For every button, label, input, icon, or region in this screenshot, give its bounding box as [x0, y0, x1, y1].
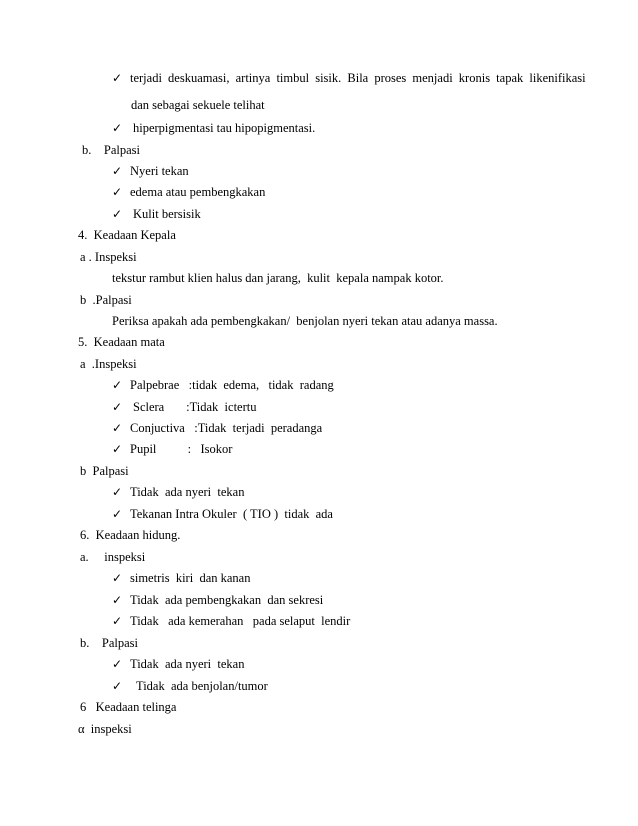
subsection-heading: a. inspeksi [80, 550, 146, 564]
section-heading: 6 Keadaan telinga [80, 700, 177, 714]
doc-line-8 [78, 227, 176, 243]
doc-line-4 [82, 142, 140, 158]
subsection-heading: α inspeksi [78, 722, 132, 736]
section-heading: 6. Keadaan hidung. [80, 528, 181, 542]
doc-line-9 [80, 249, 137, 265]
checkmark-icon: ✓ [112, 378, 123, 392]
doc-line-text: Conjuctiva :Tidak terjadi peradanga [130, 421, 323, 435]
doc-line-text: Tekanan Intra Okuler ( TIO ) tidak ada [130, 507, 333, 521]
checkmark-icon: ✓ [112, 485, 123, 499]
checkmark-icon: ✓ [112, 164, 123, 178]
checkmark-icon: ✓ [112, 71, 123, 85]
doc-line-text: Kulit bersisik [133, 207, 201, 221]
doc-line-27 [80, 635, 138, 651]
checkmark-icon: ✓ [112, 442, 123, 456]
doc-line-17 [112, 420, 322, 436]
checkmark-icon: ✓ [112, 679, 123, 693]
checkmark-icon: ✓ [112, 614, 123, 628]
doc-line-text: b. Palpasi [82, 143, 140, 157]
doc-line-text: Palpebrae :tidak edema, tidak radang [130, 378, 334, 392]
doc-line-text: Tidak ada benjolan/tumor [136, 679, 268, 693]
section-heading: 5. Keadaan mata [78, 335, 165, 349]
doc-line-2 [131, 97, 265, 113]
doc-line-text: dan sebagai sekuele telihat [131, 98, 265, 112]
doc-line-text: Tidak ada pembengkakan dan sekresi [130, 593, 324, 607]
doc-line-text: Tidak ada nyeri tekan [130, 485, 245, 499]
doc-line-29 [112, 678, 268, 694]
doc-line-12 [112, 313, 498, 329]
checkmark-icon: ✓ [112, 400, 123, 414]
checkmark-icon: ✓ [112, 593, 123, 607]
doc-line-25 [112, 592, 323, 608]
doc-line-15 [112, 377, 334, 393]
doc-line-13 [78, 334, 165, 350]
doc-line-text: tekstur rambut klien halus dan jarang, kulit kepala nampak kotor. [112, 271, 444, 285]
doc-line-text: Periksa apakah ada pembengkakan/ benjolan nyeri tekan atau adanya massa. [112, 314, 498, 328]
doc-line-5 [112, 163, 189, 179]
doc-line-14 [80, 356, 137, 372]
checkmark-icon: ✓ [112, 421, 123, 435]
doc-line-text: simetris kiri dan kanan [130, 571, 251, 585]
doc-line-21 [112, 506, 333, 522]
doc-line-text: Sclera :Tidak ictertu [133, 400, 257, 414]
subsection-heading: a . Inspeksi [80, 250, 137, 264]
checkmark-icon: ✓ [112, 121, 123, 135]
doc-line-text: Pupil : Isokor [130, 442, 233, 456]
doc-line-7 [112, 206, 201, 222]
doc-line-text: terjadi deskuamasi, artinya timbul sisik. Bila proses menjadi kronis tapak likenifikasi [130, 71, 586, 85]
doc-line-3 [112, 120, 315, 136]
doc-line-23 [80, 549, 145, 565]
doc-line-31 [78, 721, 132, 737]
doc-line-20 [112, 484, 244, 500]
checkmark-icon: ✓ [112, 207, 123, 221]
doc-line-16 [112, 399, 256, 415]
doc-line-10 [112, 270, 444, 286]
doc-line-text: Tidak ada nyeri tekan [130, 657, 245, 671]
subsection-heading: b Palpasi [80, 464, 129, 478]
doc-line-text: hiperpigmentasi tau hipopigmentasi. [133, 121, 316, 135]
doc-line-24 [112, 570, 250, 586]
checkmark-icon: ✓ [112, 507, 123, 521]
doc-line-11 [80, 292, 132, 308]
doc-line-text: edema atau pembengkakan [130, 185, 266, 199]
subsection-heading: b .Palpasi [80, 293, 132, 307]
section-heading: 4. Keadaan Kepala [78, 228, 176, 242]
doc-line-19 [80, 463, 129, 479]
subsection-heading: b. Palpasi [80, 636, 138, 650]
doc-line-18 [112, 441, 232, 457]
subsection-heading: a .Inspeksi [80, 357, 137, 371]
doc-line-22 [80, 527, 180, 543]
doc-line-1 [112, 70, 586, 86]
doc-line-text: Tidak ada kemerahan pada selaput lendir [130, 614, 351, 628]
doc-line-30 [80, 699, 176, 715]
doc-line-26 [112, 613, 350, 629]
checkmark-icon: ✓ [112, 185, 123, 199]
checkmark-icon: ✓ [112, 657, 123, 671]
doc-line-6 [112, 184, 265, 200]
doc-line-28 [112, 656, 244, 672]
checkmark-icon: ✓ [112, 571, 123, 585]
doc-line-text: Nyeri tekan [130, 164, 189, 178]
